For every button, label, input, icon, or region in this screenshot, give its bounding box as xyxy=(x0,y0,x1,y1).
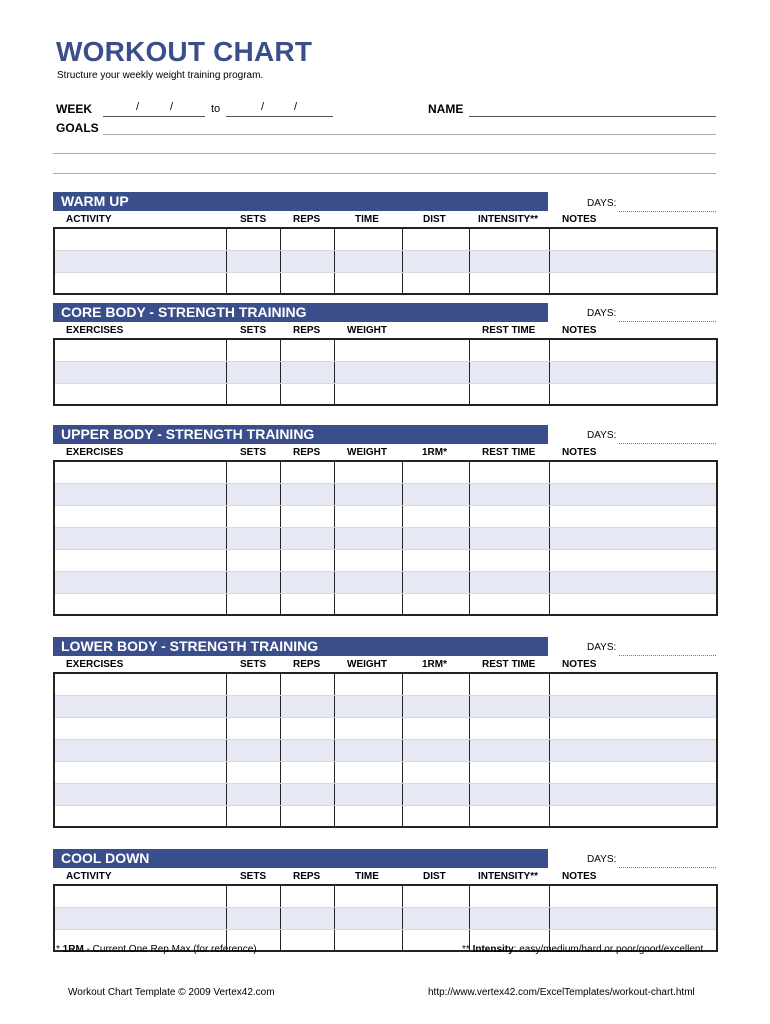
table-row xyxy=(54,805,717,827)
table-row xyxy=(54,461,717,483)
table-cell[interactable] xyxy=(469,805,549,827)
footnote-1rm xyxy=(56,944,257,955)
col-rest-time: REST TIME xyxy=(482,659,536,670)
table-cell[interactable] xyxy=(402,717,469,739)
page-title: WORKOUT CHART xyxy=(56,36,313,67)
table-cell[interactable] xyxy=(280,549,334,571)
table-cell[interactable] xyxy=(280,885,334,907)
table-cell[interactable] xyxy=(469,272,549,294)
table-cell[interactable] xyxy=(280,505,334,527)
table-cell[interactable] xyxy=(226,593,280,615)
table-cell[interactable] xyxy=(549,907,717,929)
lower-section-title: LOWER BODY - STRENGTH TRAINING xyxy=(53,637,548,656)
col-reps: REPS xyxy=(293,447,321,458)
table-cell[interactable] xyxy=(280,461,334,483)
days-field[interactable] xyxy=(619,867,716,868)
table-cell[interactable] xyxy=(54,739,226,761)
footnote-text: : easy/medium/hard or poor/good/excellent xyxy=(513,944,704,955)
table-cell[interactable] xyxy=(334,673,402,695)
table-row xyxy=(54,272,717,294)
table-cell[interactable] xyxy=(226,739,280,761)
footer-copyright: Workout Chart Template © 2009 Vertex42.com xyxy=(68,987,275,998)
table-cell[interactable] xyxy=(54,339,226,361)
table-cell[interactable] xyxy=(549,505,717,527)
col-reps: REPS xyxy=(293,214,321,225)
col-dist: DIST xyxy=(423,871,446,882)
table-cell[interactable] xyxy=(280,339,334,361)
table-cell[interactable] xyxy=(226,885,280,907)
table-cell[interactable] xyxy=(280,717,334,739)
table-cell[interactable] xyxy=(402,571,469,593)
table-cell[interactable] xyxy=(549,272,717,294)
table-row xyxy=(54,717,717,739)
col-dist: DIST xyxy=(423,214,446,225)
table-row xyxy=(54,571,717,593)
table-cell[interactable] xyxy=(469,361,549,383)
table-cell[interactable] xyxy=(549,527,717,549)
table-cell[interactable] xyxy=(469,383,549,405)
col-sets: SETS xyxy=(240,447,267,458)
table-cell[interactable] xyxy=(402,907,469,929)
table-row xyxy=(54,483,717,505)
table-cell[interactable] xyxy=(402,505,469,527)
table-row xyxy=(54,228,717,250)
table-cell[interactable] xyxy=(402,739,469,761)
table-cell[interactable] xyxy=(549,339,717,361)
table-cell[interactable] xyxy=(402,673,469,695)
table-cell[interactable] xyxy=(402,228,469,250)
table-cell[interactable] xyxy=(226,250,280,272)
table-cell[interactable] xyxy=(280,761,334,783)
table-cell[interactable] xyxy=(549,228,717,250)
name-field[interactable] xyxy=(469,116,716,117)
table-row xyxy=(54,761,717,783)
col-notes: NOTES xyxy=(562,325,597,336)
table-cell[interactable] xyxy=(280,929,334,951)
table-cell[interactable] xyxy=(280,272,334,294)
table-cell[interactable] xyxy=(334,761,402,783)
table-cell[interactable] xyxy=(549,695,717,717)
col-exercises: EXERCISES xyxy=(66,659,124,670)
table-cell[interactable] xyxy=(226,361,280,383)
table-row xyxy=(54,339,717,361)
table-cell[interactable] xyxy=(280,907,334,929)
col-notes: NOTES xyxy=(562,659,597,670)
table-cell[interactable] xyxy=(54,272,226,294)
footer-url[interactable]: http://www.vertex42.com/ExcelTemplates/workout-chart.html xyxy=(428,987,695,998)
table-cell[interactable] xyxy=(54,250,226,272)
table-cell[interactable] xyxy=(402,527,469,549)
col-intensity: INTENSITY** xyxy=(478,871,539,882)
table-cell[interactable] xyxy=(549,383,717,405)
table-cell[interactable] xyxy=(549,783,717,805)
table-cell[interactable] xyxy=(549,483,717,505)
name-label: NAME xyxy=(428,102,464,116)
table-cell[interactable] xyxy=(334,805,402,827)
table-cell[interactable] xyxy=(334,739,402,761)
table-cell[interactable] xyxy=(226,272,280,294)
table-cell[interactable] xyxy=(280,695,334,717)
footnote-text: - Current One Rep Max (for reference) xyxy=(83,944,257,955)
table-cell[interactable] xyxy=(469,228,549,250)
table-cell[interactable] xyxy=(549,361,717,383)
table-cell[interactable] xyxy=(469,593,549,615)
table-cell[interactable] xyxy=(226,695,280,717)
table-cell[interactable] xyxy=(469,339,549,361)
table-cell[interactable] xyxy=(334,907,402,929)
table-cell[interactable] xyxy=(54,483,226,505)
warmup-section-title: WARM UP xyxy=(53,192,548,211)
days-label: DAYS: xyxy=(587,642,617,653)
table-cell[interactable] xyxy=(402,761,469,783)
table-cell[interactable] xyxy=(226,761,280,783)
col-notes: NOTES xyxy=(562,871,597,882)
date-separator: / xyxy=(294,101,298,113)
table-cell[interactable] xyxy=(226,527,280,549)
cooldown-table xyxy=(53,884,718,952)
page-subtitle: Structure your weekly weight training program. xyxy=(57,70,264,81)
table-cell[interactable] xyxy=(469,761,549,783)
table-cell[interactable] xyxy=(54,593,226,615)
to-label: to xyxy=(211,103,221,115)
table-cell[interactable] xyxy=(226,571,280,593)
table-cell[interactable] xyxy=(54,885,226,907)
week-label: WEEK xyxy=(56,102,92,116)
table-cell[interactable] xyxy=(469,783,549,805)
table-row xyxy=(54,783,717,805)
table-row xyxy=(54,673,717,695)
table-cell[interactable] xyxy=(469,549,549,571)
table-cell[interactable] xyxy=(549,571,717,593)
table-cell[interactable] xyxy=(54,717,226,739)
table-cell[interactable] xyxy=(402,593,469,615)
table-cell[interactable] xyxy=(402,549,469,571)
col-weight: WEIGHT xyxy=(347,447,387,458)
col-rest-time: REST TIME xyxy=(482,447,536,458)
week-start-field[interactable] xyxy=(103,116,205,117)
table-cell[interactable] xyxy=(402,929,469,951)
col-weight: WEIGHT xyxy=(347,325,387,336)
col-notes: NOTES xyxy=(562,214,597,225)
col-activity: ACTIVITY xyxy=(66,214,112,225)
table-cell[interactable] xyxy=(280,571,334,593)
table-cell[interactable] xyxy=(469,250,549,272)
table-cell[interactable] xyxy=(280,593,334,615)
days-label: DAYS: xyxy=(587,198,617,209)
table-cell[interactable] xyxy=(226,549,280,571)
table-cell[interactable] xyxy=(469,739,549,761)
table-cell[interactable] xyxy=(402,805,469,827)
cooldown-section-title: COOL DOWN xyxy=(53,849,548,868)
col-sets: SETS xyxy=(240,871,267,882)
table-cell[interactable] xyxy=(469,673,549,695)
table-cell[interactable] xyxy=(280,483,334,505)
days-field[interactable] xyxy=(619,443,716,444)
upper-table xyxy=(53,460,718,616)
goals-line[interactable] xyxy=(53,173,716,174)
days-field[interactable] xyxy=(619,655,716,656)
table-cell[interactable] xyxy=(334,383,469,405)
table-cell[interactable] xyxy=(226,673,280,695)
col-exercises: EXERCISES xyxy=(66,325,124,336)
table-cell[interactable] xyxy=(54,505,226,527)
table-cell[interactable] xyxy=(549,885,717,907)
table-row xyxy=(54,250,717,272)
table-cell[interactable] xyxy=(402,250,469,272)
table-cell[interactable] xyxy=(334,339,469,361)
table-row xyxy=(54,739,717,761)
col-activity: ACTIVITY xyxy=(66,871,112,882)
table-cell[interactable] xyxy=(226,228,280,250)
table-cell[interactable] xyxy=(549,805,717,827)
table-cell[interactable] xyxy=(280,228,334,250)
table-cell[interactable] xyxy=(334,929,402,951)
table-cell[interactable] xyxy=(334,593,402,615)
table-cell[interactable] xyxy=(54,695,226,717)
table-cell[interactable] xyxy=(549,593,717,615)
table-cell[interactable] xyxy=(469,571,549,593)
upper-section-title: UPPER BODY - STRENGTH TRAINING xyxy=(53,425,548,444)
table-cell[interactable] xyxy=(334,571,402,593)
col-intensity: INTENSITY** xyxy=(478,214,539,225)
table-cell[interactable] xyxy=(280,250,334,272)
col-weight: WEIGHT xyxy=(347,659,387,670)
table-cell[interactable] xyxy=(226,483,280,505)
footnote-term: 1RM xyxy=(62,944,84,955)
table-cell[interactable] xyxy=(469,695,549,717)
col-reps: REPS xyxy=(293,659,321,670)
table-cell[interactable] xyxy=(469,527,549,549)
col-sets: SETS xyxy=(240,214,267,225)
table-cell[interactable] xyxy=(280,383,334,405)
table-cell[interactable] xyxy=(226,383,280,405)
table-row xyxy=(54,695,717,717)
table-cell[interactable] xyxy=(54,461,226,483)
table-cell[interactable] xyxy=(334,250,402,272)
table-cell[interactable] xyxy=(226,805,280,827)
goals-label: GOALS xyxy=(56,121,99,135)
date-separator: / xyxy=(136,101,140,113)
col-sets: SETS xyxy=(240,325,267,336)
col-reps: REPS xyxy=(293,871,321,882)
table-cell[interactable] xyxy=(334,483,402,505)
table-cell[interactable] xyxy=(280,783,334,805)
table-cell[interactable] xyxy=(334,228,402,250)
table-cell[interactable] xyxy=(334,695,402,717)
date-separator: / xyxy=(170,101,174,113)
table-row xyxy=(54,593,717,615)
days-field[interactable] xyxy=(619,321,716,322)
table-cell[interactable] xyxy=(54,761,226,783)
days-label: DAYS: xyxy=(587,430,617,441)
date-separator: / xyxy=(261,101,265,113)
days-label: DAYS: xyxy=(587,854,617,865)
table-cell[interactable] xyxy=(402,461,469,483)
table-row xyxy=(54,527,717,549)
table-cell[interactable] xyxy=(334,272,402,294)
table-cell[interactable] xyxy=(334,505,402,527)
core-section-title: CORE BODY - STRENGTH TRAINING xyxy=(53,303,548,322)
table-cell[interactable] xyxy=(402,783,469,805)
table-cell[interactable] xyxy=(334,717,402,739)
table-cell[interactable] xyxy=(54,228,226,250)
days-field[interactable] xyxy=(619,211,716,212)
table-cell[interactable] xyxy=(469,483,549,505)
table-cell[interactable] xyxy=(549,461,717,483)
table-cell[interactable] xyxy=(226,717,280,739)
table-cell[interactable] xyxy=(226,339,280,361)
table-row xyxy=(54,885,717,907)
col-1rm: 1RM* xyxy=(422,659,448,670)
table-cell[interactable] xyxy=(54,571,226,593)
table-cell[interactable] xyxy=(402,483,469,505)
table-row xyxy=(54,907,717,929)
table-cell[interactable] xyxy=(334,885,402,907)
table-cell[interactable] xyxy=(334,461,402,483)
col-exercises: EXERCISES xyxy=(66,447,124,458)
table-cell[interactable] xyxy=(280,805,334,827)
table-cell[interactable] xyxy=(402,695,469,717)
table-cell[interactable] xyxy=(54,527,226,549)
table-cell[interactable] xyxy=(54,805,226,827)
col-sets: SETS xyxy=(240,659,267,670)
table-cell[interactable] xyxy=(334,527,402,549)
core-table xyxy=(53,338,718,406)
table-cell[interactable] xyxy=(334,783,402,805)
table-cell[interactable] xyxy=(549,717,717,739)
table-cell[interactable] xyxy=(54,383,226,405)
table-cell[interactable] xyxy=(54,549,226,571)
col-time: TIME xyxy=(355,871,379,882)
table-cell[interactable] xyxy=(469,907,549,929)
warmup-table xyxy=(53,227,718,295)
col-notes: NOTES xyxy=(562,447,597,458)
table-cell[interactable] xyxy=(469,885,549,907)
lower-table xyxy=(53,672,718,828)
table-cell[interactable] xyxy=(334,549,402,571)
col-time: TIME xyxy=(355,214,379,225)
table-cell[interactable] xyxy=(226,907,280,929)
table-cell[interactable] xyxy=(549,673,717,695)
col-1rm: 1RM* xyxy=(422,447,448,458)
footnote-term: Intensity xyxy=(472,944,514,955)
table-cell[interactable] xyxy=(54,907,226,929)
footnote-intensity xyxy=(462,944,703,955)
table-row xyxy=(54,549,717,571)
table-cell[interactable] xyxy=(469,505,549,527)
col-reps: REPS xyxy=(293,325,321,336)
table-cell[interactable] xyxy=(469,461,549,483)
table-cell[interactable] xyxy=(280,673,334,695)
table-cell[interactable] xyxy=(226,461,280,483)
table-cell[interactable] xyxy=(402,885,469,907)
table-cell[interactable] xyxy=(54,361,226,383)
table-cell[interactable] xyxy=(549,761,717,783)
table-cell[interactable] xyxy=(280,739,334,761)
table-row xyxy=(54,361,717,383)
footnote-marker: * xyxy=(56,944,63,955)
col-rest-time: REST TIME xyxy=(482,325,536,336)
table-cell[interactable] xyxy=(549,739,717,761)
table-cell[interactable] xyxy=(334,361,469,383)
table-cell[interactable] xyxy=(469,717,549,739)
goals-line[interactable] xyxy=(103,134,716,135)
days-label: DAYS: xyxy=(587,308,617,319)
table-cell[interactable] xyxy=(226,505,280,527)
table-cell[interactable] xyxy=(280,527,334,549)
table-row xyxy=(54,505,717,527)
table-row xyxy=(54,383,717,405)
week-end-field[interactable] xyxy=(226,116,333,117)
table-cell[interactable] xyxy=(402,272,469,294)
table-cell[interactable] xyxy=(54,783,226,805)
table-cell[interactable] xyxy=(280,361,334,383)
table-cell[interactable] xyxy=(54,673,226,695)
footnote-marker: ** xyxy=(462,944,473,955)
table-cell[interactable] xyxy=(549,250,717,272)
table-cell[interactable] xyxy=(226,783,280,805)
table-cell[interactable] xyxy=(549,549,717,571)
goals-line[interactable] xyxy=(53,153,716,154)
